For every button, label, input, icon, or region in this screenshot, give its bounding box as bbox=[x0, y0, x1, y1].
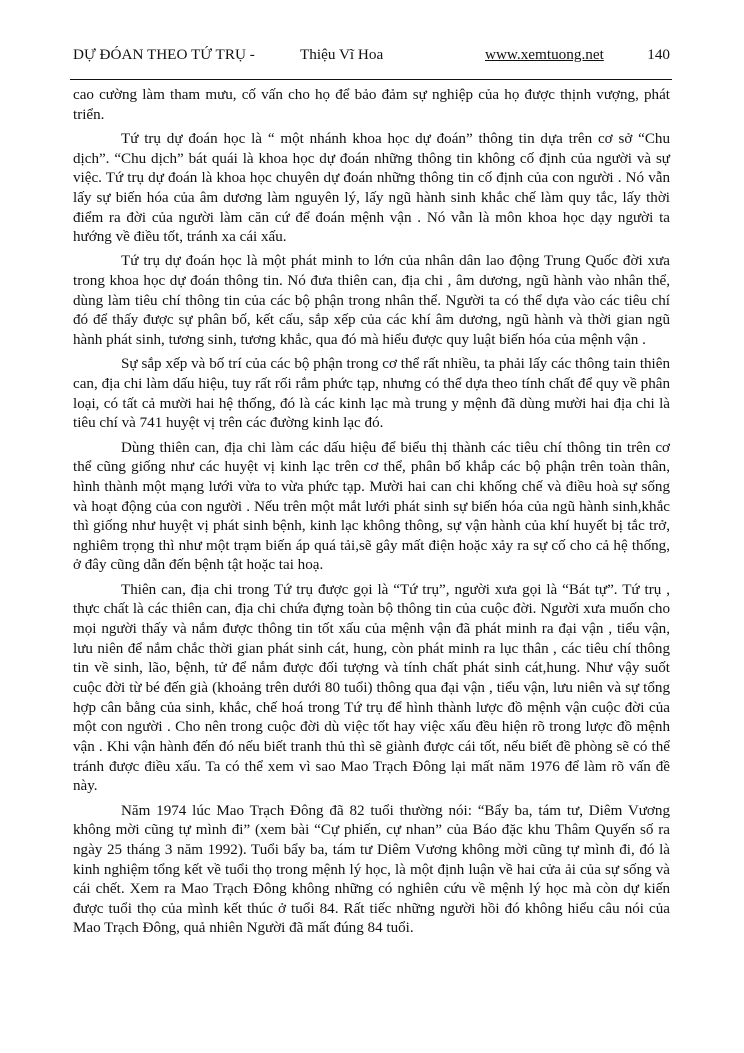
paragraph: Tứ trụ dự đoán học là “ một nhánh khoa học dự đoán” thông tin dựa trên cơ sở “Chu dịch”. “Chu dịch” bát quái là khoa học dự đoán những thông tin không cố định của người và sự việc. Tứ trụ dự đoán là khoa học chuyên dự đoán những thông tin cố định của con người . Nó vẫn lấy sự biến hóa của âm dương làm nguyên lý, lấy ngũ hành sinh khắc chế làm quy tắc, lấy thời điểm ra đời của người làm căn cứ để đoán mệnh vận . Nó vẫn là môn khoa học dạy người ta hướng về điều tốt, tránh xa cái xấu. bbox=[73, 130, 670, 246]
header-divider bbox=[70, 79, 672, 80]
paragraph-continuation: cao cường làm tham mưu, cố vấn cho họ để bảo đảm sự nghiệp của họ được thịnh vượng, phát triển. bbox=[73, 87, 670, 123]
paragraph: Tứ trụ dự đoán học là một phát minh to lớn của nhân dân lao động Trung Quốc đời xưa trong khoa học dự đoán thông tin. Nó đưa thiên can, địa chi , âm dương, ngũ hành vào nhân thể, dùng làm tiêu chí thông tin của các bộ phận trong nhân thể. Người ta có thể dựa vào các tiêu chí đó để thấy được sự phân bố, kết cấu, sắp xếp của các khí âm dương, ngũ hành và thời gian ngũ hành phát sinh, tương sinh, tương khắc, qua đó mà hiểu được quy luật biến hóa của mệnh vận . bbox=[73, 253, 670, 349]
author-name: Thiệu Vĩ Hoa bbox=[300, 46, 384, 63]
body-text bbox=[73, 86, 670, 944]
paragraph: Sự sắp xếp và bố trí của các bộ phận trong cơ thể rất nhiều, ta phải lấy các thông tain thiên can, địa chi làm dấu hiệu, tuy rất rối rắm phức tạp, nhưng có thể dựa theo tính chất để quy về phân loại, có tất cả mười hai hệ thống, đó là các kinh lạc mà trung y mệnh đã dùng mười hai địa chi là tiêu chí và 741 huyệt vị trên các đường kinh lạc đó. bbox=[73, 356, 670, 432]
paragraph: Dùng thiên can, địa chi làm các dấu hiệu để biểu thị thành các tiêu chí thông tin trên cơ thể cũng giống như các huyệt vị kinh lạc trên cơ thể, phân bố khắp các bộ phận trên toàn thân, hình thành một mạng lưới vừa to vừa phức tạp. Mười hai can chi khống chế và điều hoà sự sống và hoạt động của con người . Nếu trên một mắt lưới phát sinh sự biến hóa của ngũ hành sinh,khắc thì giống như huyệt vị phát sinh bệnh, kinh lạc không thông, sự vận hành của khí huyết bị tắc trở, nghiêm trọng thì như một trạm biến áp quá tải,sẽ gây mất điện hoặc xảy ra sự cố cho cả hệ thống, ở đây cũng dẫn đến bệnh tật hoặc tai hoạ. bbox=[73, 439, 670, 574]
book-title: DỰ ĐÓAN THEO TỨ TRỤ - bbox=[73, 46, 255, 63]
page-number: 140 bbox=[647, 46, 670, 63]
paragraph: Năm 1974 lúc Mao Trạch Đông đã 82 tuổi thường nói: “Bẩy ba, tám tư, Diêm Vương không mời cũng tự mình đi” (xem bài “Cự phiến, cự nhan” của Báo đặc khu Thâm Quyến số ra ngày 25 tháng 3 năm 1992). Tuổi bẩy ba, tám tư Diêm Vương không mời cũng tự mình đi, đó là kinh nghiệm tổng kết về tuổi thọ trong mệnh lý học, là một định luận về hai cửa ải của sự sống và cái chết. Xem ra Mao Trạch Đông không những có nghiên cứu về mệnh lý học mà còn dự kiến được tuổi thọ của mình kết thúc ở tuổi 84. Rất tiếc những người hồi đó không hiểu câu nói của Mao Trạch Đông, quả nhiên Người đã mất đúng 84 tuổi. bbox=[73, 802, 670, 937]
paragraph: Thiên can, địa chi trong Tứ trụ được gọi là “Tứ trụ”, người xưa gọi là “Bát tự”. Tứ trụ , thực chất là các thiên can, địa chi chứa đựng toàn bộ thông tin của cuộc đời. Người xưa muốn cho mọi người thấy và nắm được thông tin tốt xấu của mệnh vận đã phát minh ra đại vận , tiểu vận, lưu niên để nắm chắc thời gian phát sinh cát, hung, còn phát minh ra lục thân , các tiêu chí thông tin về sinh, lão, bệnh, tử để nắm được đối tượng và tính chất phát sinh cát,hung. Như vậy suốt cuộc đời từ bé đến già (khoảng trên dưới 80 tuổi) thông qua đại vận , tiểu vận, lưu niên và sự tổng hợp cân bằng của sinh, khắc, chế hoá trong Tứ trụ để hình thành lược đồ mệnh vận cuộc đời của một con người . Cho nên trong cuộc đời dù việc tốt hay việc xấu đều hiện rõ trong lược đồ mệnh vận . Khi vận hành đến đó nếu biết tranh thủ thì sẽ giành được cái tốt, nếu biết đề phòng sẽ có thể tránh được điều xấu. Ta có thể xem vì sao Mao Trạch Đông lại mất năm 1976 để làm rõ vấn đề này. bbox=[73, 581, 670, 795]
page-header bbox=[73, 44, 670, 66]
website-link[interactable]: www.xemtuong.net bbox=[485, 46, 604, 63]
